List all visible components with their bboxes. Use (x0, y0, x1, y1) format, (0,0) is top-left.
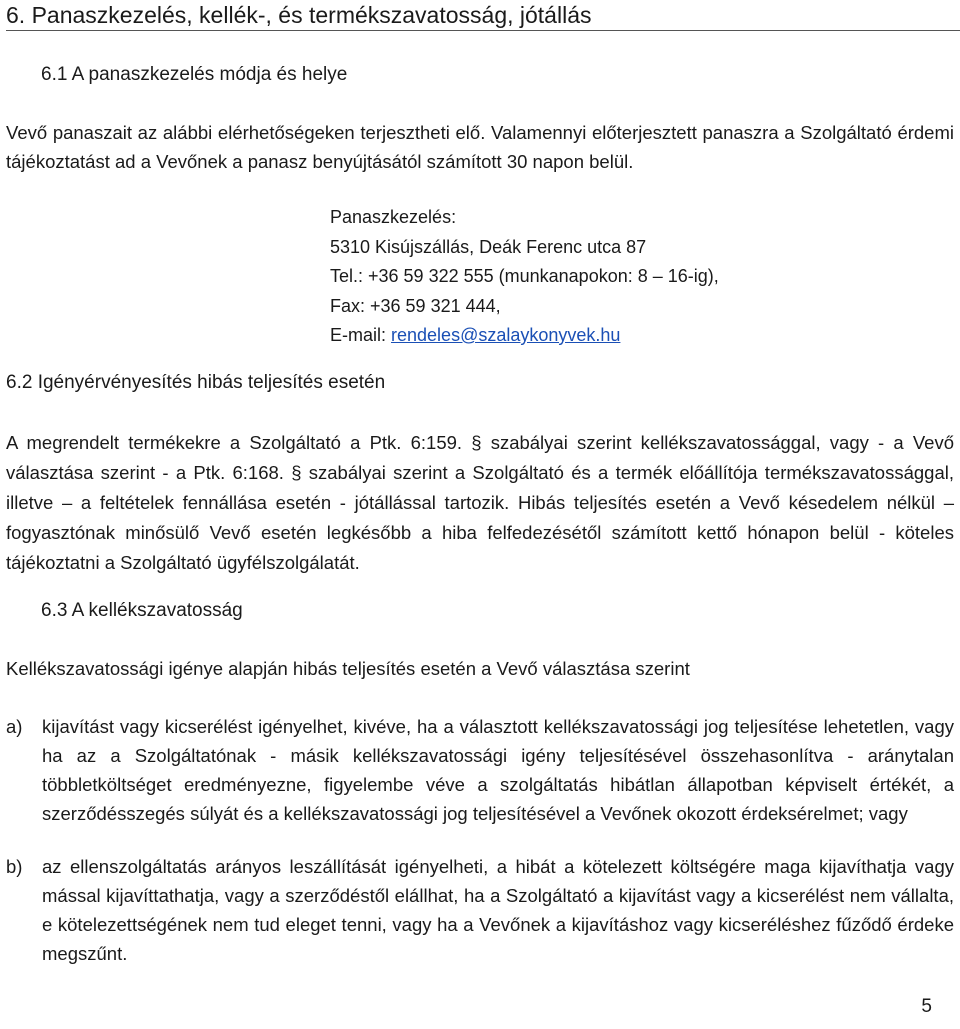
contact-address: 5310 Kisújszállás, Deák Ferenc utca 87 (330, 236, 647, 257)
section-6-2-title: 6.2 Igényérvényesítés hibás teljesítés esetén (6, 372, 386, 393)
list-item-marker: b) (6, 856, 23, 877)
contact-fax: Fax: +36 59 321 444, (330, 295, 501, 316)
section-6-2-paragraph: A megrendelt termékekre a Szolgáltató a Ptk. 6:159. § szabályai szerint kellékszavatossággal, vagy - a Vevő választása szerint - a Ptk. 6:168. § szabályai szerint a Szolgáltató és a termék előállítója termékszavatossággal, illetve – a feltételek fennállása esetén - jótállással tartozik. Hibás teljesítés esetén a Vevő késedelem nélkül – fogyasztónak minősülő Vevő esetén legkésőbb a hiba felfedezésétől számított kettő hónapon belül - köteles tájékoztatni a Szolgáltató ügyfélszolgálatát. (6, 432, 954, 573)
contact-phone: Tel.: +36 59 322 555 (munkanapokon: 8 – 16-ig), (330, 266, 719, 286)
chapter-heading: 6. Panaszkezelés, kellék-, és termékszavatosság, jótállás (6, 0, 960, 31)
contact-label: Panaszkezelés: (330, 207, 457, 227)
section-6-3-title: 6.3 A kellékszavatosság (41, 600, 243, 621)
list-item (6, 712, 954, 828)
contact-email-link[interactable]: rendeles@szalaykonyvek.hu (391, 325, 621, 345)
section-6-1-title: 6.1 A panaszkezelés módja és helye (41, 64, 348, 85)
section-6-3-intro: Kellékszavatossági igénye alapján hibás teljesítés esetén a Vevő választása szerint (6, 658, 690, 679)
section-6-1-paragraph: Vevő panaszait az alábbi elérhetőségeken terjesztheti elő. Valamennyi előterjesztett panaszra a Szolgáltató érdemi tájékoztatást ad a Vevőnek a panasz benyújtásától számított 30 napon belül. (6, 122, 954, 172)
contact-email-row (330, 321, 719, 351)
contact-block (330, 203, 719, 351)
page-number: 5 (921, 996, 932, 1017)
contact-email-label: E-mail: (330, 325, 392, 345)
list-item-text: az ellenszolgáltatás arányos leszállítását igényelheti, a hibát a kötelezett költségére maga kijavíthatja vagy mással kijavíttathatja, vagy a szerződéstől elállhat, ha a Szolgáltató a kijavítást vagy a kicserélést nem vállalta, e kötelezettségének nem tud eleget tenni, vagy ha a Vevőnek a kijavításhoz vagy kicseréléshez fűződő érdeke megszűnt. (42, 856, 954, 964)
list-item (6, 852, 954, 968)
list-item-marker: a) (6, 716, 23, 737)
list-item-text: kijavítást vagy kicserélést igényelhet, kivéve, ha a választott kellékszavatossági jog teljesítése lehetetlen, vagy ha az a Szolgáltatónak - másik kellékszavatossági igény teljesítésével összehasonlítva - aránytalan többletköltséget eredményezne, figyelembe véve a szolgáltatás hibátlan állapotban képviselt értékét, a szerződésszegés súlyát és a kellékszavatossági jog teljesítésével a Vevőnek okozott érdeksérelmet; vagy (42, 716, 954, 824)
